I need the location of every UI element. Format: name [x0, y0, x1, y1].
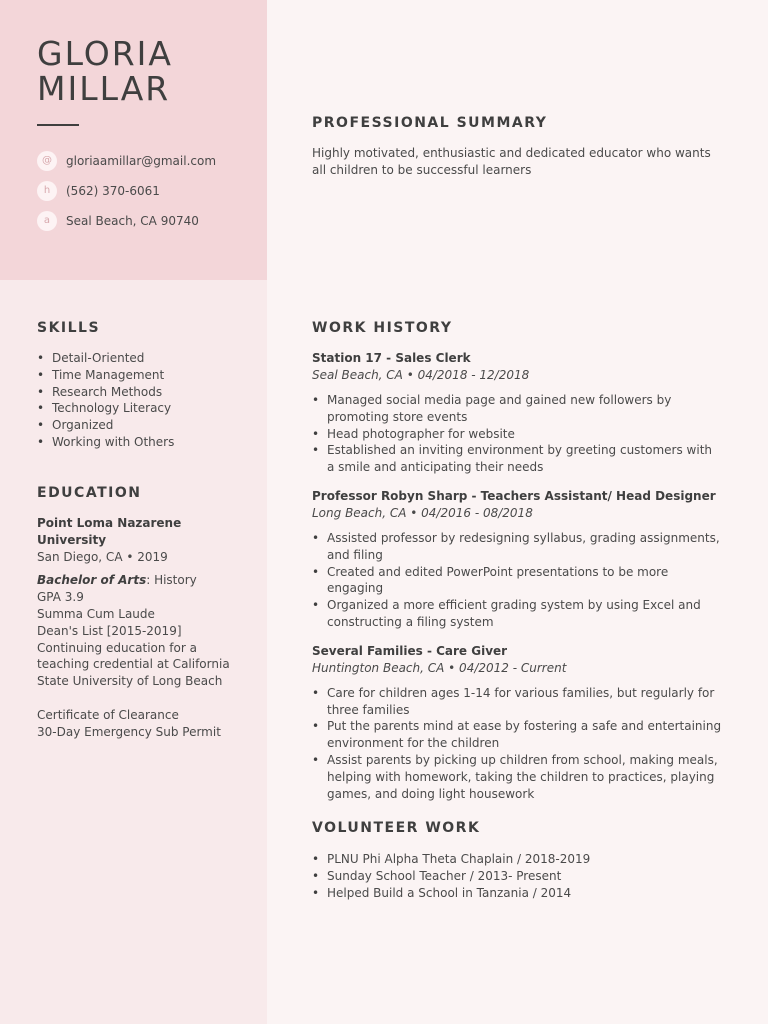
job-bullets: [312, 530, 722, 631]
school-location-year: San Diego, CA • 2019: [37, 549, 168, 564]
edu-detail: Summa Cum Laude: [37, 606, 155, 621]
job-meta: Huntington Beach, CA • 04/2012 - Current: [312, 660, 567, 675]
name-divider: [37, 124, 79, 126]
edu-extra: 30-Day Emergency Sub Permit: [37, 724, 221, 739]
skill-item: • Organized: [52, 417, 252, 434]
summary-text: Highly motivated, enthusiastic and dedicated educator who wants all children to be successful learners: [312, 146, 711, 177]
volunteer-heading: VOLUNTEER WORK: [312, 820, 481, 836]
phone-text: (562) 370-6061: [66, 184, 160, 198]
job-bullet: • Put the parents mind at ease by fostering a safe and entertaining environment for the children: [327, 718, 722, 752]
volunteer-item: • Helped Build a School in Tanzania / 2014: [327, 885, 722, 902]
edu-detail: Continuing education for a teaching credential at California State University of Long Beach: [37, 640, 230, 689]
phone-icon: h: [37, 181, 57, 201]
summary-heading: PROFESSIONAL SUMMARY: [312, 115, 548, 131]
summary-section: [312, 115, 712, 179]
contact-address: [37, 206, 216, 236]
job-bullet: • Organized a more efficient grading system by using Excel and constructing a filing system: [327, 597, 722, 631]
job-bullets: [312, 392, 722, 476]
job-entry: [312, 488, 722, 631]
job-title: Professor Robyn Sharp - Teachers Assistant/ Head Designer: [312, 488, 716, 503]
job-title: Several Families - Care Giver: [312, 643, 508, 658]
volunteer-list: [312, 851, 722, 901]
skill-item: • Working with Others: [52, 434, 252, 451]
edu-detail: Dean's List [2015-2019]: [37, 623, 182, 638]
job-bullet: • Managed social media page and gained new followers by promoting store events: [327, 392, 722, 426]
job-bullet: • Assisted professor by redesigning syllabus, grading assignments, and filing: [327, 530, 722, 564]
degree-name: Bachelor of Arts: [37, 573, 147, 588]
degree-line: [37, 572, 252, 589]
degree-field: : History: [146, 573, 197, 588]
email-icon: @: [37, 151, 57, 171]
job-meta: Long Beach, CA • 04/2016 - 08/2018: [312, 505, 533, 520]
volunteer-item: • PLNU Phi Alpha Theta Chaplain / 2018-2019: [327, 851, 722, 868]
skills-section: [37, 320, 252, 451]
skills-heading: SKILLS: [37, 320, 101, 336]
skill-item: • Research Methods: [52, 384, 252, 401]
education-section: [37, 485, 252, 741]
job-bullet: • Established an inviting environment by greeting customers with a smile and anticipating their needs: [327, 442, 722, 476]
job-bullet: • Created and edited PowerPoint presentations to be more engaging: [327, 564, 722, 598]
contact-email: [37, 146, 216, 176]
address-text: Seal Beach, CA 90740: [66, 214, 199, 228]
skills-list: [37, 350, 252, 451]
job-bullet: • Care for children ages 1-14 for various families, but regularly for three families: [327, 685, 722, 719]
job-title: Station 17 - Sales Clerk: [312, 351, 471, 365]
email-text[interactable]: gloriaamillar@gmail.com: [66, 154, 217, 168]
candidate-name: [37, 36, 173, 106]
work-heading: WORK HISTORY: [312, 320, 453, 336]
job-bullet: • Head photographer for website: [327, 426, 722, 443]
job-bullets: [312, 685, 722, 803]
skill-item: • Time Management: [52, 367, 252, 384]
edu-detail: GPA 3.9: [37, 590, 84, 605]
last-name: MILLAR: [37, 69, 171, 108]
contact-phone: [37, 176, 216, 206]
skill-item: • Technology Literacy: [52, 400, 252, 417]
edu-extra: Certificate of Clearance: [37, 707, 179, 722]
job-bullet: • Assist parents by picking up children from school, making meals, helping with homework, taking the children to practices, playing games, and doing light housework: [327, 752, 722, 802]
skill-item: • Detail-Oriented: [52, 350, 252, 367]
first-name: GLORIA: [37, 34, 173, 73]
volunteer-section: [312, 820, 722, 901]
school-name: Point Loma Nazarene University: [37, 516, 182, 547]
job-entry: [312, 643, 722, 803]
contact-list: [37, 146, 216, 236]
work-section: [312, 320, 722, 802]
job-meta: Seal Beach, CA • 04/2018 - 12/2018: [312, 368, 530, 382]
job-entry: [312, 350, 722, 476]
address-icon: a: [37, 211, 57, 231]
volunteer-item: • Sunday School Teacher / 2013- Present: [327, 868, 722, 885]
education-heading: EDUCATION: [37, 485, 142, 501]
